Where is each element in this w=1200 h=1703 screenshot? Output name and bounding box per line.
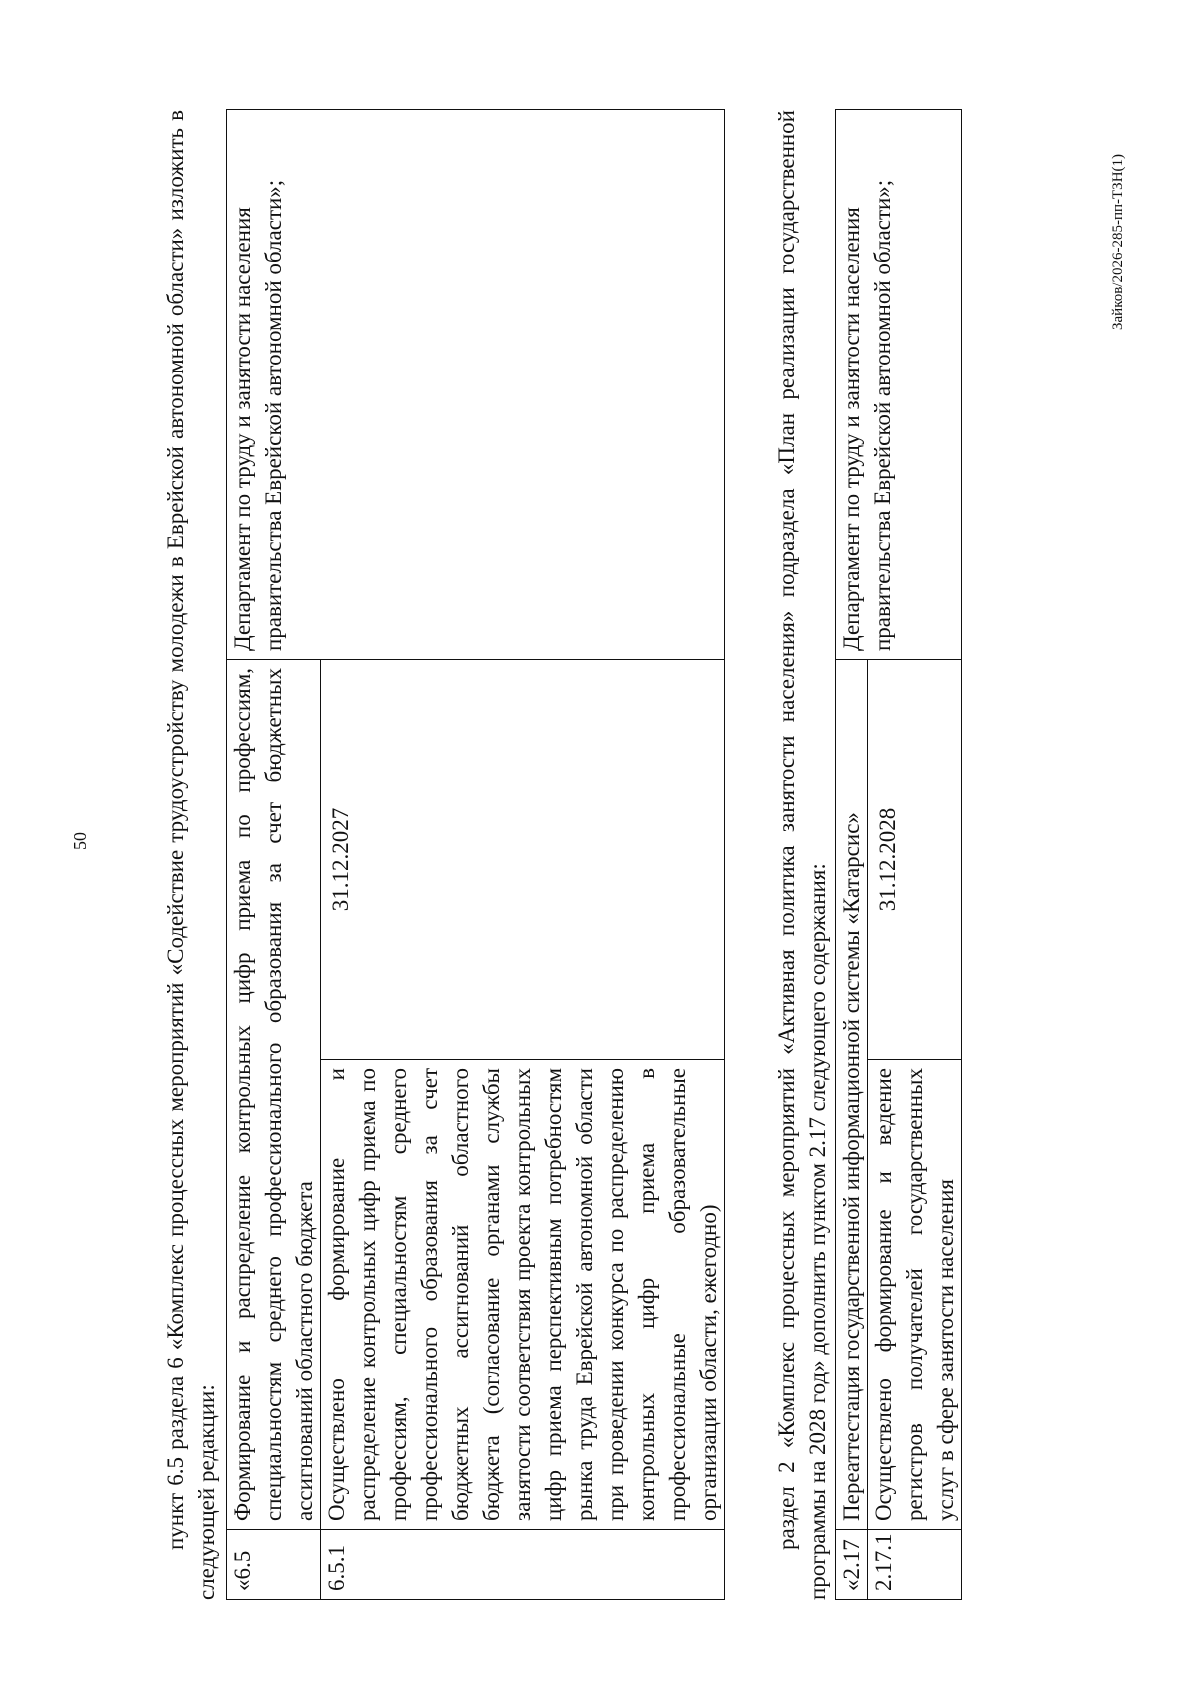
row-description: Осуществлено формирование и распределение контрольных цифр приема по профессиям, специальностям среднего профессионального образования за счет бюджетных ассигнований областного бюджета (согласование органами службы занятости соответствия проекта контрольных цифр приема перспективным потребностям рынка труда Еврейской автономной области при проведении конкурса по распределению контрольных цифр приема в профессиональные образовательные организации области, ежегодно) bbox=[321, 1060, 725, 1530]
section1-intro: пункт 6.5 раздела 6 «Комплекс процессных мероприятий «Содействие трудоустройству молодежи в Еврейской автономной области» изложить в следующей редакции: bbox=[163, 110, 219, 1600]
row-date: 31.12.2028 bbox=[868, 660, 962, 1060]
row-title: Переаттестация государственной информационной системы «Катарсис» bbox=[836, 660, 868, 1530]
row-number: «2.17 bbox=[836, 1530, 868, 1600]
row-number: 2.17.1 bbox=[868, 1530, 962, 1600]
responsible-cell: Департамент по труду и занятости населения правительства Еврейской автономной области»; bbox=[836, 110, 962, 660]
table-row bbox=[227, 110, 321, 1600]
section2-intro: раздел 2 «Комплекс процессных мероприятий «Активная политика занятости населения» подраздела «План реализации государственной программы на 2028 год» дополнить пунктом 2.17 следующего содержания: bbox=[774, 110, 830, 1600]
plan-table-6-5 bbox=[226, 109, 725, 1600]
document-code: Зайков/2026-285-пп-ТЗН(1) bbox=[1110, 153, 1126, 330]
row-title: Формирование и распределение контрольных цифр приема по профессиям, специальностям среднего профессионального образования за счет бюджетных ассигнований областного бюджета bbox=[227, 660, 321, 1530]
row-number: «6.5 bbox=[227, 1530, 321, 1600]
table-row bbox=[836, 110, 868, 1600]
responsible-cell: Департамент по труду и занятости населения правительства Еврейской автономной области»; bbox=[227, 110, 725, 660]
row-description: Осуществлено формирование и ведение регистров получателей государственных услуг в сфере занятости населения bbox=[868, 1060, 962, 1530]
document-body bbox=[160, 110, 1160, 1600]
row-number: 6.5.1 bbox=[321, 1530, 725, 1600]
page-number: 50 bbox=[70, 832, 90, 850]
plan-table-2-17 bbox=[835, 109, 962, 1600]
row-date: 31.12.2027 bbox=[321, 660, 725, 1060]
